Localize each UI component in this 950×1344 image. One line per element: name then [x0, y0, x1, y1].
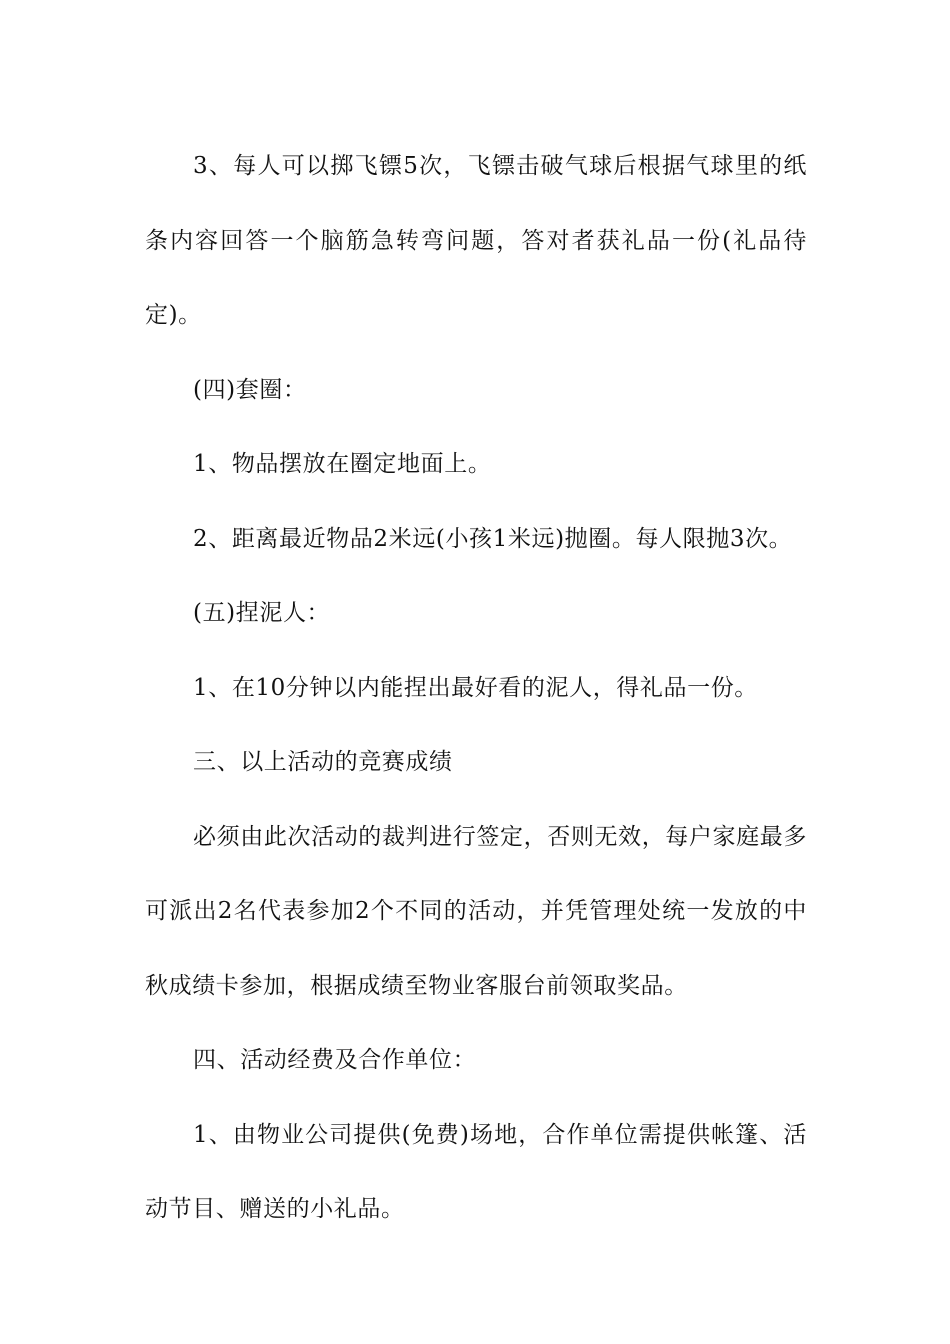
paragraph-ring-toss-rule-2: 2、距离最近物品2米远(小孩1米远)抛圈。每人限抛3次。: [193, 525, 793, 552]
document-body: [145, 129, 807, 1247]
paragraph-clay-figure-rule-1: 1、在10分钟以内能捏出最好看的泥人，得礼品一份。: [193, 674, 758, 701]
paragraph-dart-rule-3: 3、每人可以掷飞镖5次，飞镖击破气球后根据气球里的纸条内容回答一个脑筋急转弯问题，答对者获礼品一份(礼品待定)。: [145, 153, 807, 328]
paragraph-competition-results: 必须由此次活动的裁判进行签定，否则无效，每户家庭最多可派出2名代表参加2个不同的活动，并凭管理处统一发放的中秋成绩卡参加，根据成绩至物业客服台前领取奖品。: [145, 823, 807, 999]
section-heading-clay-figure: (五)捏泥人：: [193, 600, 331, 626]
paragraph-funding-rule-1: 1、由物业公司提供(免费)场地，合作单位需提供帐篷、活动节目、赠送的小礼品。: [145, 1121, 807, 1222]
section-heading-funding-partners: 四、活动经费及合作单位：: [193, 1047, 477, 1073]
paragraph-ring-toss-rule-1: 1、物品摆放在圈定地面上。: [193, 451, 492, 477]
section-heading-competition-results: 三、以上活动的竞赛成绩: [193, 749, 453, 775]
section-heading-ring-toss: (四)套圈：: [193, 376, 307, 403]
